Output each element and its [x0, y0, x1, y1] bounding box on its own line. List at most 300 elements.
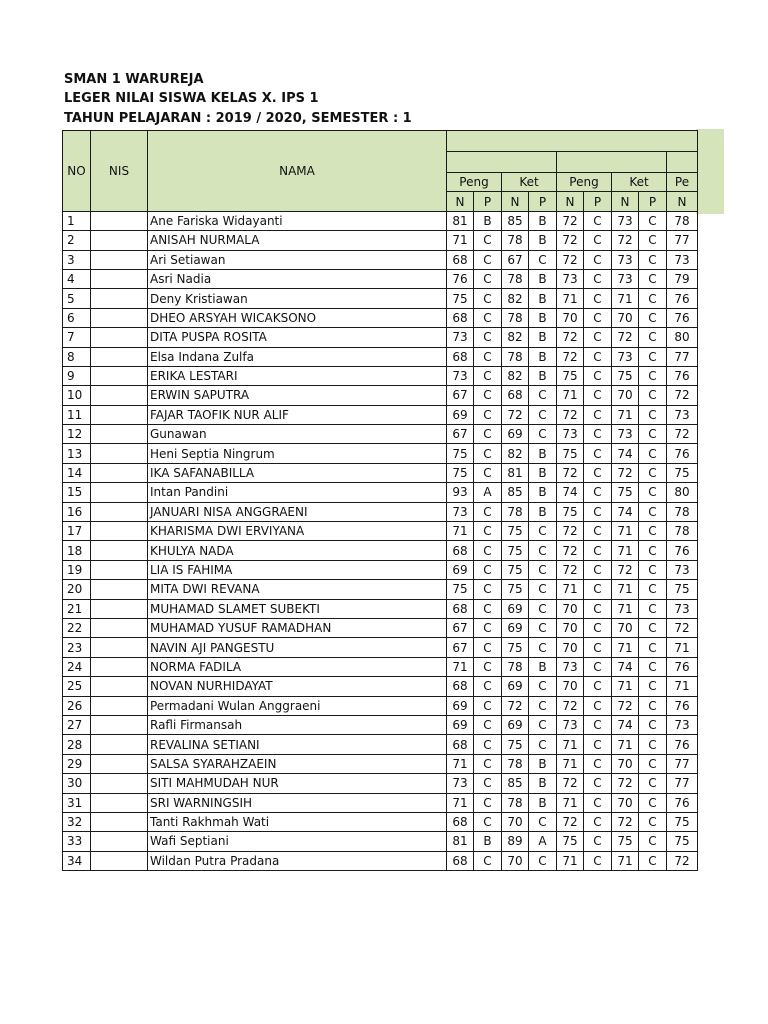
predicate-value: B	[529, 774, 557, 793]
row-number: 25	[63, 677, 91, 696]
table-row	[63, 560, 698, 579]
predicate-value: C	[584, 599, 612, 618]
predicate-value: C	[584, 463, 612, 482]
score-value: 85	[502, 774, 529, 793]
predicate-value: C	[584, 308, 612, 327]
row-nis	[91, 386, 148, 405]
score-value: 72	[557, 812, 584, 831]
report-title: LEGER NILAI SISWA KELAS X. IPS 1	[64, 91, 319, 107]
predicate-value: C	[584, 541, 612, 560]
table-row	[63, 347, 698, 366]
student-name: KHULYA NADA	[148, 541, 447, 560]
predicate-value: C	[474, 425, 502, 444]
predicate-value: C	[639, 774, 667, 793]
predicate-value: C	[474, 677, 502, 696]
score-value: 74	[612, 657, 639, 676]
predicate-value: C	[639, 657, 667, 676]
predicate-value: C	[584, 638, 612, 657]
score-value: 68	[447, 541, 474, 560]
score-value: 78	[502, 657, 529, 676]
student-name: JANUARI NISA ANGGRAENI	[148, 502, 447, 521]
table-row	[63, 211, 698, 230]
predicate-value: C	[639, 812, 667, 831]
score-value: 82	[502, 289, 529, 308]
student-name: ERIKA LESTARI	[148, 366, 447, 385]
row-number: 26	[63, 696, 91, 715]
score-value: 81	[447, 211, 474, 230]
score-value: 89	[502, 832, 529, 851]
row-nis	[91, 483, 148, 502]
score-value: 75	[502, 522, 529, 541]
score-value: 72	[612, 328, 639, 347]
score-value: 75	[612, 483, 639, 502]
predicate-value: C	[584, 618, 612, 637]
score-value: 71	[557, 289, 584, 308]
score-value: 73	[557, 657, 584, 676]
score-value: 72	[557, 774, 584, 793]
table-row	[63, 463, 698, 482]
score-value: 73	[557, 715, 584, 734]
score-value: 76	[667, 289, 698, 308]
score-value: 73	[557, 425, 584, 444]
row-nis	[91, 560, 148, 579]
score-value: 72	[557, 250, 584, 269]
score-value: 77	[667, 231, 698, 250]
predicate-value: C	[584, 812, 612, 831]
score-value: 67	[447, 386, 474, 405]
predicate-value: B	[529, 754, 557, 773]
predicate-value: C	[529, 560, 557, 579]
predicate-value: C	[639, 754, 667, 773]
row-number: 32	[63, 812, 91, 831]
row-number: 30	[63, 774, 91, 793]
score-value: 74	[557, 483, 584, 502]
predicate-value: C	[474, 328, 502, 347]
table-row	[63, 502, 698, 521]
predicate-value: C	[584, 289, 612, 308]
score-value: 72	[557, 328, 584, 347]
score-value: 71	[557, 851, 584, 870]
row-nis	[91, 231, 148, 250]
score-value: 73	[612, 211, 639, 230]
score-value: 68	[447, 735, 474, 754]
predicate-value: C	[584, 560, 612, 579]
row-nis	[91, 618, 148, 637]
table-row	[63, 250, 698, 269]
subject-2-ket: Ket	[612, 173, 667, 192]
table-row	[63, 425, 698, 444]
row-nis	[91, 541, 148, 560]
score-value: 71	[447, 793, 474, 812]
score-value: 72	[557, 405, 584, 424]
score-value: 76	[667, 735, 698, 754]
score-value: 80	[667, 483, 698, 502]
score-value: 78	[667, 211, 698, 230]
score-value: 70	[557, 599, 584, 618]
score-value: 75	[667, 812, 698, 831]
predicate-value: C	[639, 405, 667, 424]
score-value: 71	[447, 657, 474, 676]
score-value: 71	[612, 541, 639, 560]
predicate-value: C	[584, 483, 612, 502]
score-value: 69	[447, 560, 474, 579]
score-value: 67	[447, 425, 474, 444]
student-name: NORMA FADILA	[148, 657, 447, 676]
row-nis	[91, 405, 148, 424]
score-value: 68	[447, 599, 474, 618]
predicate-value: C	[474, 580, 502, 599]
predicate-value: C	[474, 250, 502, 269]
predicate-value: C	[639, 463, 667, 482]
score-value: 71	[612, 599, 639, 618]
subject-1-peng: Peng	[447, 173, 502, 192]
predicate-value: C	[474, 289, 502, 308]
score-value: 74	[612, 502, 639, 521]
student-name: Permadani Wulan Anggraeni	[148, 696, 447, 715]
score-value: 69	[447, 405, 474, 424]
predicate-value: C	[474, 638, 502, 657]
score-value: 75	[557, 366, 584, 385]
row-nis	[91, 347, 148, 366]
score-value: 78	[502, 502, 529, 521]
score-value: 77	[667, 347, 698, 366]
student-name: IKA SAFANABILLA	[148, 463, 447, 482]
score-value: 75	[502, 541, 529, 560]
row-nis	[91, 851, 148, 870]
student-name: Elsa Indana Zulfa	[148, 347, 447, 366]
table-row	[63, 677, 698, 696]
predicate-value: C	[584, 793, 612, 812]
score-value: 72	[612, 463, 639, 482]
student-name: DITA PUSPA ROSITA	[148, 328, 447, 347]
predicate-value: C	[529, 522, 557, 541]
predicate-value: C	[639, 638, 667, 657]
predicate-value: C	[584, 735, 612, 754]
predicate-value: C	[529, 851, 557, 870]
predicate-value: C	[529, 386, 557, 405]
row-nis	[91, 599, 148, 618]
row-nis	[91, 638, 148, 657]
score-value: 71	[447, 522, 474, 541]
row-nis	[91, 328, 148, 347]
table-row	[63, 366, 698, 385]
row-number: 10	[63, 386, 91, 405]
score-value: 72	[612, 812, 639, 831]
col-nama: NAMA	[148, 131, 447, 212]
predicate-value: C	[639, 386, 667, 405]
score-value: 77	[667, 774, 698, 793]
predicate-value: C	[474, 560, 502, 579]
table-body	[63, 211, 698, 870]
row-number: 31	[63, 793, 91, 812]
predicate-value: C	[474, 231, 502, 250]
predicate-value: C	[584, 444, 612, 463]
score-value: 72	[667, 618, 698, 637]
score-value: 72	[557, 696, 584, 715]
score-value: 72	[667, 386, 698, 405]
student-name: SITI MAHMUDAH NUR	[148, 774, 447, 793]
row-nis	[91, 832, 148, 851]
student-name: Intan Pandini	[148, 483, 447, 502]
predicate-value: C	[639, 618, 667, 637]
score-value: 72	[667, 425, 698, 444]
score-value: 78	[667, 522, 698, 541]
score-value: 75	[502, 638, 529, 657]
predicate-value: C	[639, 502, 667, 521]
predicate-value: C	[474, 444, 502, 463]
predicate-value: C	[529, 638, 557, 657]
predicate-value: C	[584, 250, 612, 269]
table-row	[63, 657, 698, 676]
table-row	[63, 832, 698, 851]
score-value: 72	[557, 231, 584, 250]
col-n: N	[612, 192, 639, 211]
predicate-value: A	[474, 483, 502, 502]
predicate-value: C	[529, 677, 557, 696]
score-value: 75	[557, 444, 584, 463]
score-value: 71	[612, 735, 639, 754]
score-value: 72	[612, 774, 639, 793]
score-value: 78	[502, 231, 529, 250]
predicate-value: C	[639, 444, 667, 463]
predicate-value: C	[474, 793, 502, 812]
col-p: P	[529, 192, 557, 211]
score-value: 78	[502, 793, 529, 812]
score-value: 75	[557, 502, 584, 521]
row-number: 28	[63, 735, 91, 754]
header-overflow-fill	[696, 129, 724, 214]
row-nis	[91, 580, 148, 599]
predicate-value: C	[474, 735, 502, 754]
score-value: 73	[447, 774, 474, 793]
table-row	[63, 793, 698, 812]
score-value: 72	[612, 231, 639, 250]
col-n: N	[502, 192, 529, 211]
score-value: 75	[447, 580, 474, 599]
subject-3-header	[667, 152, 698, 173]
score-value: 73	[667, 405, 698, 424]
predicate-value: C	[474, 715, 502, 734]
table-row	[63, 696, 698, 715]
row-number: 4	[63, 269, 91, 288]
score-value: 70	[612, 308, 639, 327]
col-n: N	[557, 192, 584, 211]
score-value: 72	[612, 696, 639, 715]
predicate-value: C	[529, 580, 557, 599]
predicate-value: C	[474, 541, 502, 560]
score-value: 71	[447, 231, 474, 250]
predicate-value: C	[474, 405, 502, 424]
score-value: 75	[502, 735, 529, 754]
predicate-value: C	[529, 715, 557, 734]
predicate-value: C	[639, 269, 667, 288]
row-nis	[91, 793, 148, 812]
predicate-value: C	[529, 405, 557, 424]
row-nis	[91, 657, 148, 676]
score-value: 75	[667, 832, 698, 851]
score-value: 73	[447, 502, 474, 521]
row-number: 12	[63, 425, 91, 444]
student-name: MUHAMAD YUSUF RAMADHAN	[148, 618, 447, 637]
predicate-value: C	[584, 677, 612, 696]
score-value: 71	[667, 638, 698, 657]
predicate-value: C	[584, 386, 612, 405]
table-row	[63, 735, 698, 754]
predicate-value: C	[584, 580, 612, 599]
score-value: 69	[502, 677, 529, 696]
score-value: 68	[447, 851, 474, 870]
predicate-value: C	[474, 657, 502, 676]
score-value: 75	[667, 580, 698, 599]
score-value: 71	[557, 735, 584, 754]
student-name: Asri Nadia	[148, 269, 447, 288]
row-nis	[91, 463, 148, 482]
row-number: 17	[63, 522, 91, 541]
predicate-value: C	[639, 289, 667, 308]
student-name: REVALINA SETIANI	[148, 735, 447, 754]
row-nis	[91, 308, 148, 327]
score-value: 78	[502, 308, 529, 327]
score-value: 75	[612, 832, 639, 851]
row-nis	[91, 250, 148, 269]
predicate-value: C	[474, 366, 502, 385]
predicate-value: C	[529, 250, 557, 269]
predicate-value: C	[474, 851, 502, 870]
score-value: 69	[502, 715, 529, 734]
score-value: 67	[502, 250, 529, 269]
academic-year: TAHUN PELAJARAN : 2019 / 2020, SEMESTER : 1	[64, 110, 412, 126]
score-value: 73	[667, 250, 698, 269]
predicate-value: C	[584, 366, 612, 385]
grade-table	[62, 130, 698, 871]
score-value: 73	[667, 715, 698, 734]
score-value: 71	[612, 677, 639, 696]
score-value: 71	[612, 638, 639, 657]
predicate-value: C	[529, 425, 557, 444]
predicate-value: C	[639, 211, 667, 230]
predicate-value: C	[639, 231, 667, 250]
score-value: 93	[447, 483, 474, 502]
predicate-value: B	[529, 444, 557, 463]
subject-1-header	[447, 152, 557, 173]
row-number: 27	[63, 715, 91, 734]
student-name: Heni Septia Ningrum	[148, 444, 447, 463]
predicate-value: A	[529, 832, 557, 851]
table-row	[63, 851, 698, 870]
score-value: 73	[667, 560, 698, 579]
score-value: 76	[667, 308, 698, 327]
row-number: 20	[63, 580, 91, 599]
score-value: 70	[557, 308, 584, 327]
predicate-value: C	[584, 774, 612, 793]
predicate-value: C	[474, 754, 502, 773]
score-value: 73	[447, 328, 474, 347]
predicate-value: C	[584, 328, 612, 347]
row-nis	[91, 502, 148, 521]
student-name: Deny Kristiawan	[148, 289, 447, 308]
predicate-value: C	[474, 774, 502, 793]
predicate-value: B	[529, 211, 557, 230]
row-number: 23	[63, 638, 91, 657]
row-number: 5	[63, 289, 91, 308]
student-name: MITA DWI REVANA	[148, 580, 447, 599]
student-name: NAVIN AJI PANGESTU	[148, 638, 447, 657]
score-value: 72	[502, 405, 529, 424]
predicate-value: C	[639, 347, 667, 366]
student-name: Rafli Firmansah	[148, 715, 447, 734]
score-value: 77	[667, 754, 698, 773]
predicate-value: C	[639, 250, 667, 269]
student-name: FAJAR TAOFIK NUR ALIF	[148, 405, 447, 424]
row-number: 8	[63, 347, 91, 366]
score-value: 76	[667, 793, 698, 812]
score-value: 72	[557, 463, 584, 482]
score-value: 82	[502, 366, 529, 385]
row-number: 15	[63, 483, 91, 502]
predicate-value: C	[639, 599, 667, 618]
predicate-value: C	[474, 599, 502, 618]
col-p: P	[639, 192, 667, 211]
predicate-value: C	[584, 211, 612, 230]
score-value: 75	[667, 463, 698, 482]
score-value: 75	[447, 289, 474, 308]
score-value: 71	[612, 580, 639, 599]
row-nis	[91, 289, 148, 308]
score-value: 68	[447, 250, 474, 269]
score-value: 67	[447, 638, 474, 657]
table-row	[63, 522, 698, 541]
score-value: 78	[502, 347, 529, 366]
score-value: 69	[502, 425, 529, 444]
predicate-value: B	[529, 463, 557, 482]
predicate-value: C	[584, 696, 612, 715]
table-row	[63, 231, 698, 250]
predicate-value: C	[639, 560, 667, 579]
col-p: P	[584, 192, 612, 211]
predicate-value: C	[474, 696, 502, 715]
student-name: Ari Setiawan	[148, 250, 447, 269]
score-value: 71	[557, 580, 584, 599]
score-value: 75	[447, 463, 474, 482]
score-value: 75	[502, 560, 529, 579]
row-nis	[91, 366, 148, 385]
table-row	[63, 541, 698, 560]
predicate-value: C	[639, 328, 667, 347]
row-number: 11	[63, 405, 91, 424]
row-number: 9	[63, 366, 91, 385]
row-number: 7	[63, 328, 91, 347]
score-value: 70	[557, 638, 584, 657]
row-nis	[91, 735, 148, 754]
subject-group-header	[447, 131, 698, 152]
table-row	[63, 405, 698, 424]
score-value: 71	[612, 522, 639, 541]
score-value: 69	[502, 618, 529, 637]
score-value: 75	[557, 832, 584, 851]
student-name: NOVAN NURHIDAYAT	[148, 677, 447, 696]
subject-2-peng: Peng	[557, 173, 612, 192]
table-row	[63, 715, 698, 734]
table-row	[63, 812, 698, 831]
predicate-value: C	[584, 832, 612, 851]
score-value: 68	[447, 677, 474, 696]
predicate-value: C	[639, 308, 667, 327]
row-nis	[91, 425, 148, 444]
predicate-value: C	[639, 483, 667, 502]
predicate-value: C	[529, 618, 557, 637]
score-value: 74	[612, 444, 639, 463]
row-nis	[91, 774, 148, 793]
